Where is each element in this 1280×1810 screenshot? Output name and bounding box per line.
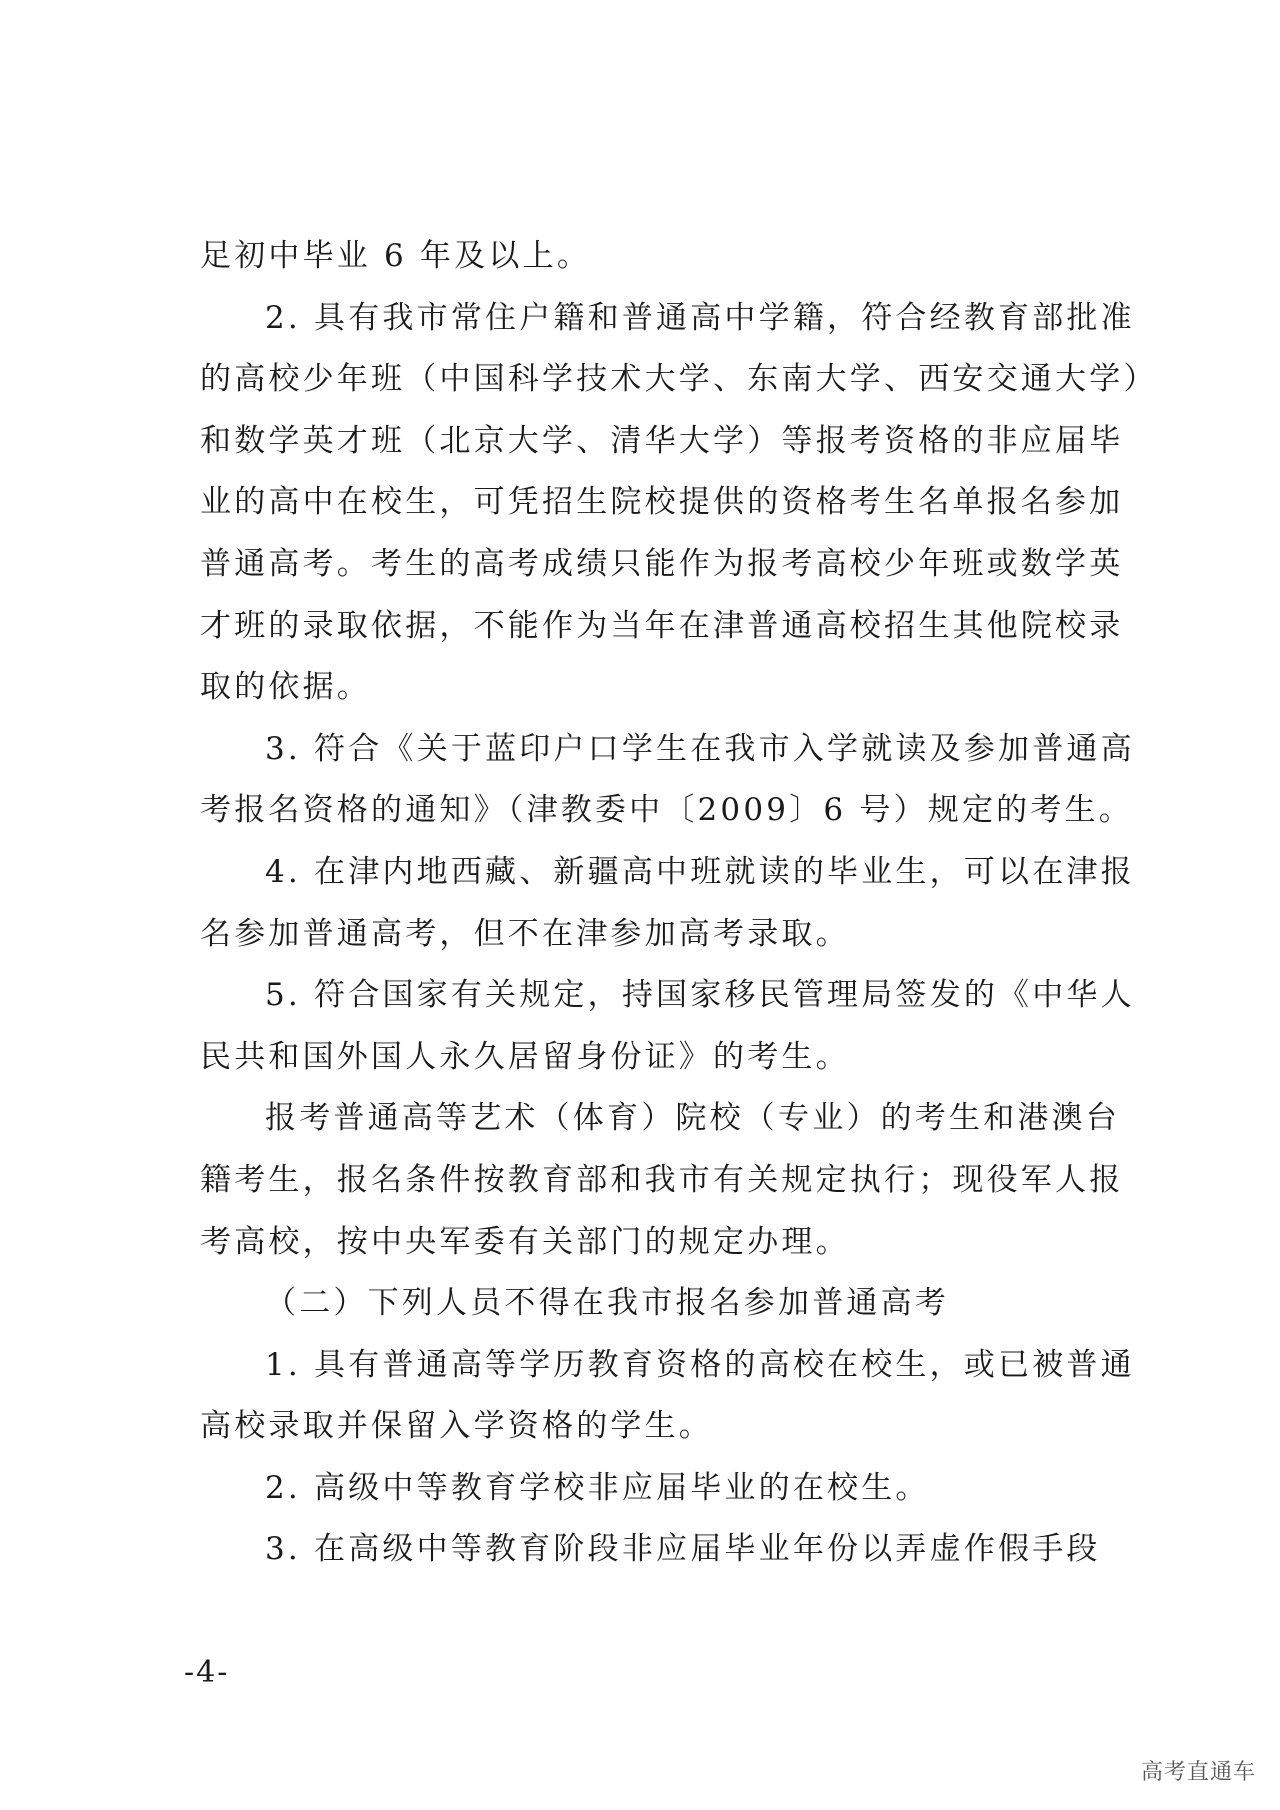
text-line: 普通高考。考生的高考成绩只能作为报考高校少年班或数学英 (200, 545, 1124, 582)
text-line: 的高校少年班（中国科学技术大学、东南大学、西安交通大学） (200, 361, 1158, 398)
text-line: 4. 在津内地西藏、新疆高中班就读的毕业生，可以在津报 (265, 853, 1135, 890)
text-line: 考高校，按中央军委有关部门的规定办理。 (200, 1223, 850, 1260)
text-line: 2. 高级中等教育学校非应届毕业的在校生。 (265, 1469, 930, 1506)
page-number: -4- (184, 1655, 230, 1690)
text-line: 才班的录取依据，不能作为当年在津普通高校招生其他院校录 (200, 607, 1124, 644)
text-line: 足初中毕业 6 年及以上。 (200, 238, 592, 274)
text-line: 取的依据。 (200, 669, 371, 706)
text-line: 3. 符合《关于蓝印户口学生在我市入学就读及参加普通高 (265, 730, 1135, 767)
text-line: 考报名资格的通知》（津教委中〔2009〕6 号）规定的考生。 (200, 792, 1133, 829)
text-line: 籍考生，报名条件按教育部和我市有关规定执行；现役军人报 (200, 1161, 1124, 1198)
text-line: 名参加普通高考，但不在津参加高考录取。 (200, 915, 850, 952)
text-line: 民共和国外国人永久居留身份证》的考生。 (200, 1038, 850, 1075)
text-line: 业的高中在校生，可凭招生院校提供的资格考生名单报名参加 (200, 484, 1124, 521)
text-line: 5. 符合国家有关规定，持国家移民管理局签发的《中华人 (265, 977, 1135, 1014)
text-line: 1. 具有普通高等学历教育资格的高校在校生，或已被普通 (265, 1346, 1135, 1383)
body-text (200, 226, 1158, 1581)
text-line: 2. 具有我市常住户籍和普通高中学籍，符合经教育部批准 (265, 299, 1135, 336)
text-line: 高校录取并保留入学资格的学生。 (200, 1408, 713, 1445)
text-line: 和数学英才班（北京大学、清华大学）等报考资格的非应届毕 (200, 422, 1124, 459)
section-heading: （二）下列人员不得在我市报名参加普通高考 (265, 1285, 949, 1322)
text-line: 报考普通高等艺术（体育）院校（专业）的考生和港澳台 (265, 1100, 1120, 1137)
text-line: 3. 在高级中等教育阶段非应届毕业年份以弄虚作假手段 (265, 1531, 1101, 1568)
watermark: 高考直通车 (1140, 1760, 1256, 1785)
